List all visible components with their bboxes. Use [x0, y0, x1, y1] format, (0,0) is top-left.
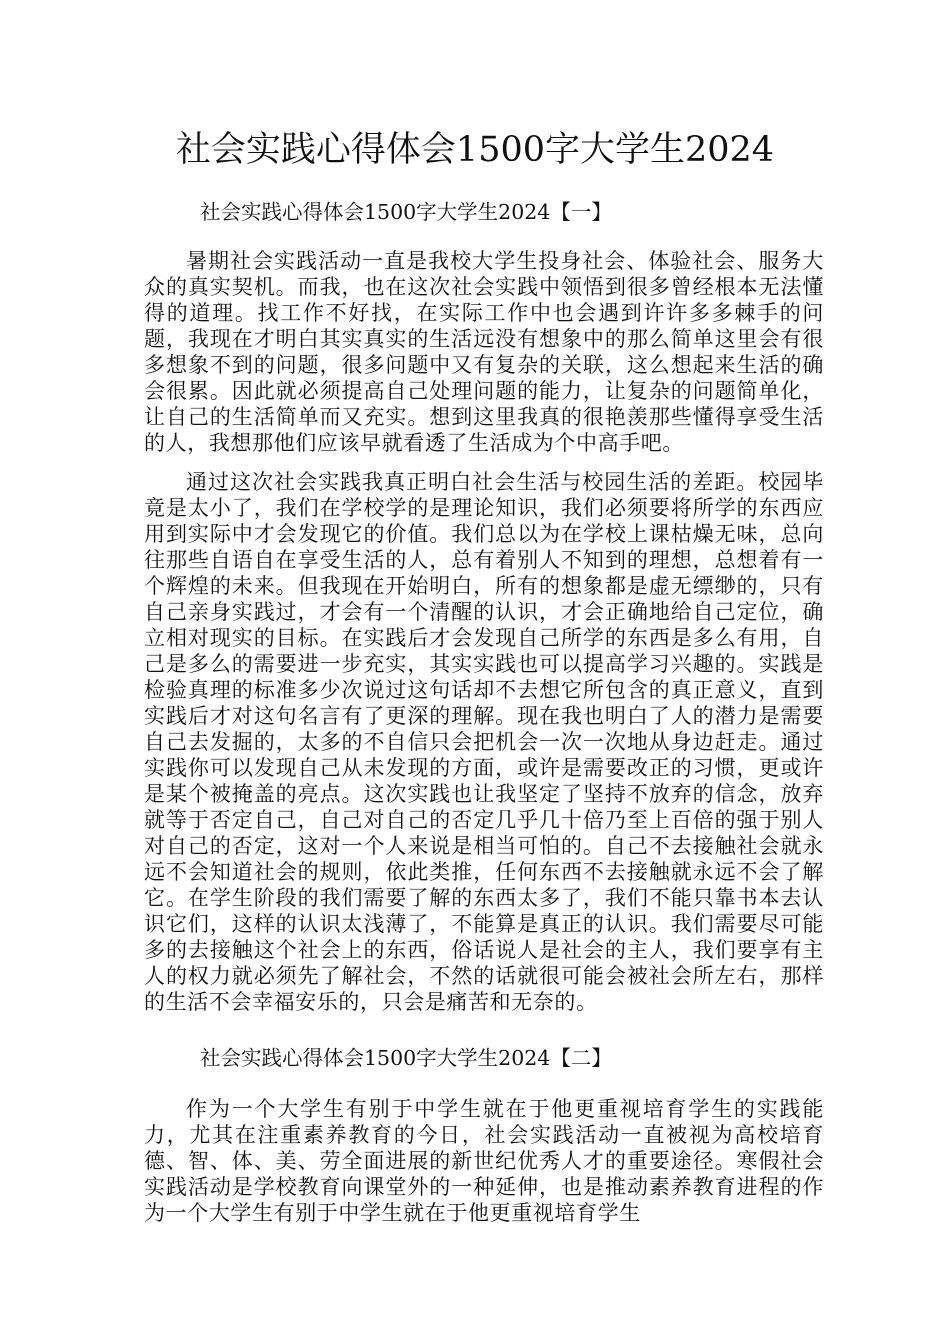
section-2-paragraph-1: 作为一个大学生有别于中学生就在于他更重视培育学生的实践能力，尤其在注重素养教育的今日，社会实践活动一直被视为高校培育德、智、体、美、劳全面进展的新世纪优秀人才的重要途径。寒假社会实践活动是学校教育向课堂外的一种延伸，也是推动素养教育进程的作为一个大学生有别于中学生就在于他更重视培育学生: [144, 1097, 824, 1225]
section-1-paragraph-1: 暑期社会实践活动一直是我校大学生投身社会、体验社会、服务大众的真实契机。而我，也在这次社会实践中领悟到很多曾经根本无法懂得的道理。找工作不好找，在实际工作中也会遇到许许多多棘手的问题，我现在才明白其实真实的生活远没有想象中的那么简单这里会有很多想象不到的问题，很多问题中又有复杂的关联，这么想起来生活的确会很累。因此就必须提高自己处理问题的能力，让复杂的问题简单化，让自己的生活简单而又充实。想到这里我真的很艳羡那些懂得享受生活的人，我想那他们应该早就看透了生活成为个中高手吧。: [144, 249, 824, 455]
section-heading-2: 社会实践心得体会1500字大学生2024【二】: [200, 1046, 612, 1070]
section-heading-1: 社会实践心得体会1500字大学生2024【一】: [200, 200, 612, 224]
document-title: 社会实践心得体会1500字大学生2024: [175, 130, 775, 170]
section-1-paragraph-2: 通过这次社会实践我真正明白社会生活与校园生活的差距。校园毕竟是太小了，我们在学校学的是理论知识，我们必须要将所学的东西应用到实际中才会发现它的价值。我们总以为在学校上课枯燥无味，总向往那些自语自在享受生活的人，总有着别人不知到的理想，总想着有一个辉煌的未来。但我现在开始明白，所有的想象都是虚无缥缈的，只有自己亲身实践过，才会有一个清醒的认识，才会正确地给自己定位，确立相对现实的目标。在实践后才会发现自己所学的东西是多么有用，自己是多么的需要进一步充实，其实实践也可以提高学习兴趣的。实践是检验真理的标准多少次说过这句话却不去想它所包含的真正意义，直到实践后才对这句名言有了更深的理解。现在我也明白了人的潜力是需要自己去发掘的，太多的不自信只会把机会一次一次地从身边赶走。通过实践你可以发现自己从未发现的方面，或许是需要改正的习惯，更或许是某个被掩盖的亮点。这次实践也让我坚定了坚持不放弃的信念，放弃就等于否定自己，自己对自己的否定几乎几十倍乃至上百倍的强于别人对自己的否定，这对一个人来说是相当可怕的。自己不去接触社会就永远不会知道社会的规则，依此类推，任何东西不去接触就永远不会了解它。在学生阶段的我们需要了解的东西太多了，我们不能只靠书本去认识它们，这样的认识太浅薄了，不能算是真正的认识。我们需要尽可能多的去接触这个社会上的东西，俗话说人是社会的主人，我们要享有主人的权力就必须先了解社会，不然的话就很可能会被社会所左右，那样的生活不会幸福安乐的，只会是痛苦和无奈的。: [144, 470, 824, 1014]
